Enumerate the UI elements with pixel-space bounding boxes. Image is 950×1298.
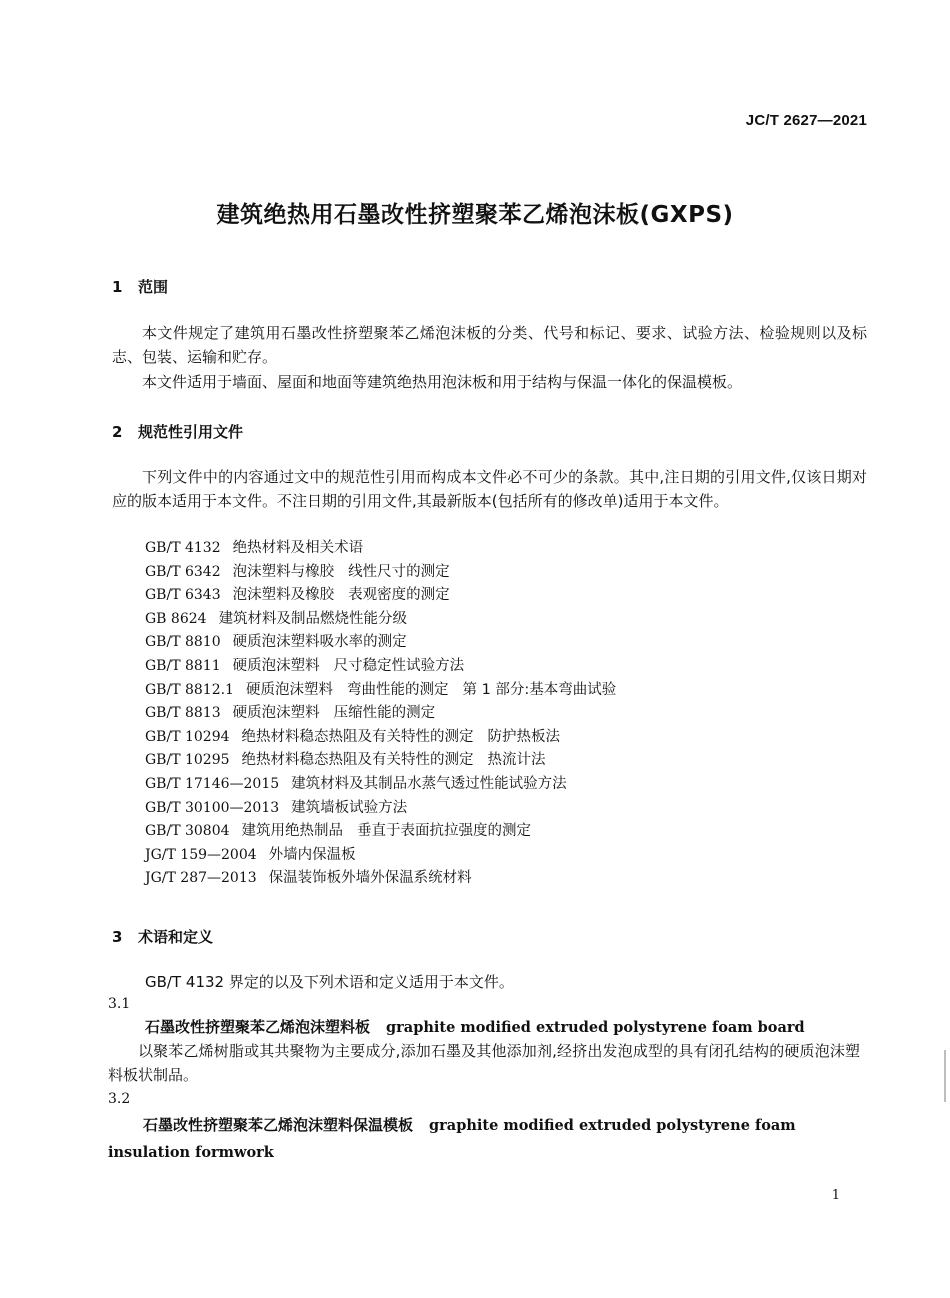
document-title: 建筑绝热用石墨改性挤塑聚苯乙烯泡沫板(GXPS) xyxy=(216,202,734,228)
section-2-intro: 下列文件中的内容通过文中的规范性引用而构成本文件必不可少的条款。其中,注日期的引用文件,仅该日期对应的版本适用于本文件。不注日期的引用文件,其最新版本(包括所有的修改单)适用于本文件。 xyxy=(112,468,867,510)
reference-subtitle: 尺寸稳定性试验方法 xyxy=(333,657,465,674)
reference-title: 泡沫塑料与橡胶 xyxy=(232,563,335,580)
reference-item xyxy=(145,561,616,585)
reference-code: GB/T 10294 xyxy=(145,728,230,745)
reference-code: GB/T 8811 xyxy=(145,657,221,674)
reference-code: GB 8624 xyxy=(145,610,207,627)
scan-edge-mark xyxy=(944,1050,946,1102)
reference-item xyxy=(145,631,616,655)
reference-title: 硬质泡沫塑料 xyxy=(232,705,320,722)
reference-title: 绝热材料及相关术语 xyxy=(232,540,364,556)
reference-title: 外墙内保温板 xyxy=(268,846,356,863)
reference-title: 建筑材料及其制品水蒸气透过性能试验方法 xyxy=(291,775,567,792)
term-name-en: graphite modified extruded polystyrene foam board xyxy=(386,1019,805,1036)
term-name-en: graphite modified extruded polystyrene foam insulation formwork xyxy=(108,1117,796,1161)
section-3-intro: GB/T 4132 界定的以及下列术语和定义适用于本文件。 xyxy=(145,973,514,991)
reference-subtitle: 线性尺寸的测定 xyxy=(348,563,450,580)
reference-subtitle: 防护热板法 xyxy=(487,728,561,745)
section-1-paragraph-1: 本文件规定了建筑用石墨改性挤塑聚苯乙烯泡沫板的分类、代号和标记、要求、试验方法、检验规则以及标志、包装、运输和贮存。 xyxy=(112,324,867,366)
reference-part: 第 1 部分:基本弯曲试验 xyxy=(462,681,617,698)
reference-item xyxy=(145,608,616,632)
reference-title: 硬质泡沫塑料吸水率的测定 xyxy=(232,634,407,651)
reference-code: GB/T 30100—2013 xyxy=(145,799,280,816)
section-title: 规范性引用文件 xyxy=(138,423,244,441)
reference-subtitle: 垂直于表面抗拉强度的测定 xyxy=(357,823,532,840)
reference-item xyxy=(145,773,616,797)
standard-number: JC/T 2627—2021 xyxy=(745,112,867,129)
reference-title: 保温装饰板外墙外保温系统材料 xyxy=(268,870,472,887)
reference-title: 建筑用绝热制品 xyxy=(241,823,344,840)
reference-title: 建筑材料及制品燃烧性能分级 xyxy=(218,610,408,627)
section-title: 范围 xyxy=(138,278,169,296)
reference-title: 绝热材料稳态热阻及有关特性的测定 xyxy=(241,728,474,745)
reference-title: 硬质泡沫塑料 xyxy=(245,681,333,698)
section-3-heading xyxy=(112,926,213,947)
reference-item xyxy=(145,844,616,868)
reference-code: GB/T 6342 xyxy=(145,563,221,580)
reference-subtitle: 热流计法 xyxy=(487,752,546,769)
reference-code: GB/T 8810 xyxy=(145,634,221,651)
term-name-cn: 石墨改性挤塑聚苯乙烯泡沫塑料保温模板 xyxy=(143,1116,414,1134)
page-number: 1 xyxy=(831,1188,840,1203)
reference-code: GB/T 10295 xyxy=(145,752,230,769)
reference-code: GB/T 8812.1 xyxy=(145,681,234,698)
reference-item xyxy=(145,820,616,844)
reference-subtitle: 压缩性能的测定 xyxy=(333,705,436,722)
section-title: 术语和定义 xyxy=(138,928,214,946)
reference-item xyxy=(145,537,616,561)
reference-item xyxy=(145,679,616,703)
section-number: 3 xyxy=(112,928,123,946)
term-number: 3.1 xyxy=(108,996,131,1012)
reference-item xyxy=(145,749,616,773)
reference-item xyxy=(145,797,616,821)
term-number: 3.2 xyxy=(108,1091,131,1107)
normative-reference-list xyxy=(145,537,616,891)
reference-code: GB/T 4132 xyxy=(145,540,221,556)
reference-item xyxy=(145,726,616,750)
section-2-heading xyxy=(112,421,243,442)
term-3-1-name xyxy=(145,1016,805,1037)
section-number: 1 xyxy=(112,278,123,296)
reference-title: 绝热材料稳态热阻及有关特性的测定 xyxy=(241,752,474,769)
reference-item xyxy=(145,584,616,608)
section-1-heading xyxy=(112,276,168,297)
section-1-paragraph-2: 本文件适用于墙面、屋面和地面等建筑绝热用泡沫板和用于结构与保温一体化的保温模板。 xyxy=(142,373,743,391)
reference-title: 泡沫塑料及橡胶 xyxy=(232,587,335,604)
reference-code: GB/T 30804 xyxy=(145,823,230,840)
reference-title: 硬质泡沫塑料 xyxy=(232,657,320,674)
reference-code: JG/T 287—2013 xyxy=(145,870,257,887)
term-name-cn: 石墨改性挤塑聚苯乙烯泡沫塑料板 xyxy=(145,1018,371,1036)
term-3-2-name xyxy=(108,1112,860,1166)
reference-subtitle: 表观密度的测定 xyxy=(348,587,450,604)
reference-subtitle: 弯曲性能的测定 xyxy=(346,681,449,698)
reference-item xyxy=(145,702,616,726)
reference-code: JG/T 159—2004 xyxy=(145,846,257,863)
term-3-1-definition: 以聚苯乙烯树脂或其共聚物为主要成分,添加石墨及其他添加剂,经挤出发泡成型的具有闭孔结构的硬质泡沫塑料板状制品。 xyxy=(108,1042,860,1084)
section-number: 2 xyxy=(112,423,123,441)
reference-item xyxy=(145,655,616,679)
reference-code: GB/T 6343 xyxy=(145,587,221,604)
reference-item xyxy=(145,867,616,891)
reference-code: GB/T 17146—2015 xyxy=(145,775,280,792)
reference-code: GB/T 8813 xyxy=(145,705,221,722)
reference-title: 建筑墙板试验方法 xyxy=(291,799,408,816)
